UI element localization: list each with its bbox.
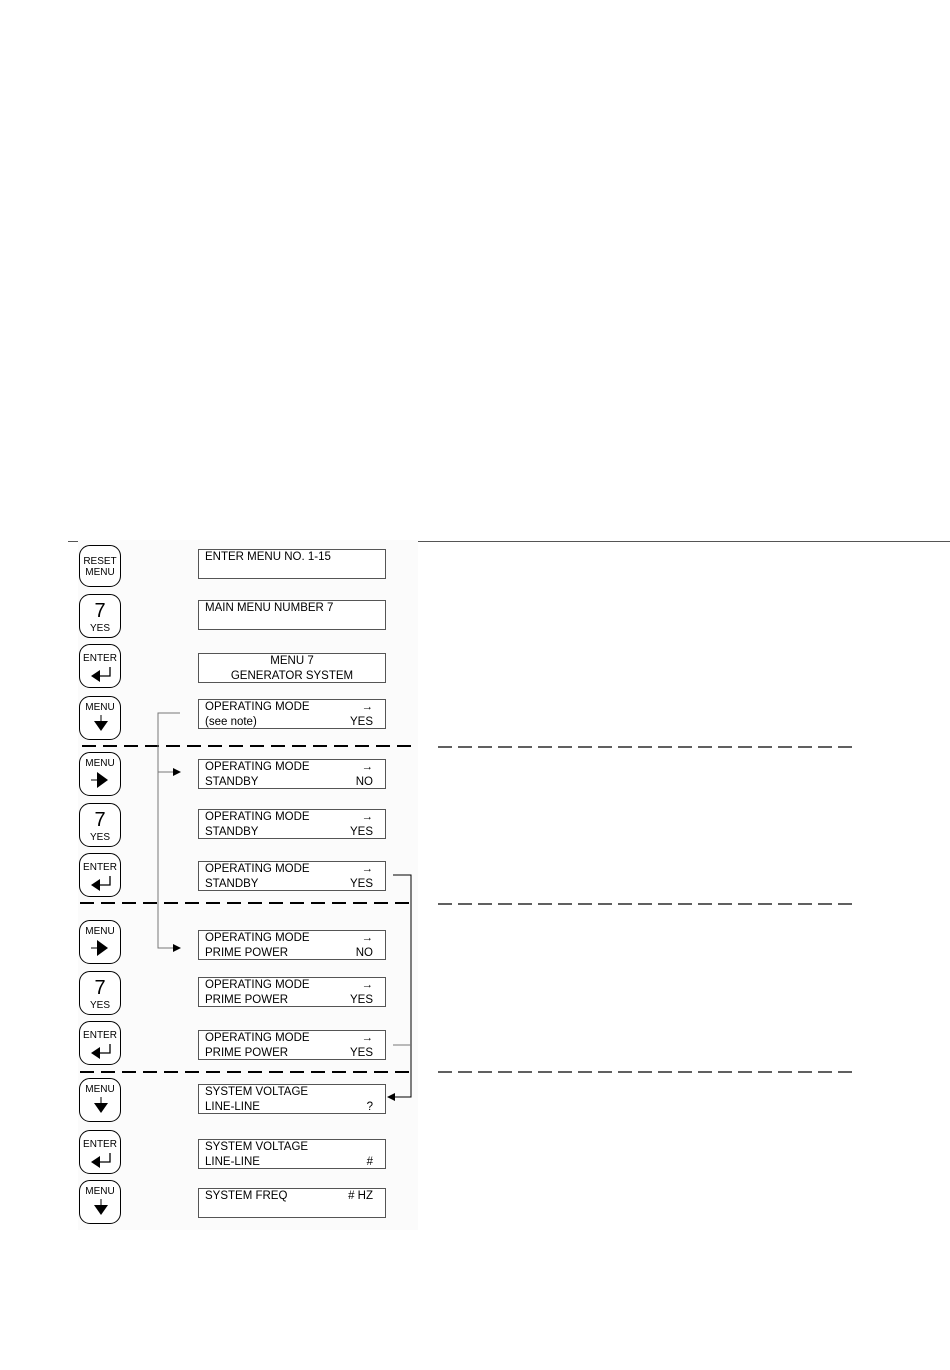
arrow-indicator: → bbox=[361, 863, 373, 875]
display-value: YES bbox=[349, 826, 373, 838]
menu-down-key[interactable] bbox=[79, 1180, 121, 1224]
enter-arrow-icon bbox=[80, 854, 122, 898]
display-value: YES bbox=[349, 716, 373, 728]
display-line-1: OPERATING MODE bbox=[205, 979, 310, 991]
display-line-2: LINE-LINE bbox=[205, 1156, 260, 1168]
arrow-indicator: → bbox=[361, 1032, 373, 1044]
key-label: YES bbox=[89, 832, 110, 843]
display-operating-mode-prime-entered bbox=[198, 1030, 386, 1060]
menu-down-key[interactable] bbox=[79, 1078, 121, 1122]
display-line-1: OPERATING MODE bbox=[205, 761, 310, 773]
display-value: YES bbox=[349, 1047, 373, 1059]
key-label: MENU bbox=[85, 1186, 115, 1197]
arrow-indicator: → bbox=[361, 932, 373, 944]
display-operating-mode-standby-no bbox=[198, 759, 386, 789]
display-value: YES bbox=[349, 994, 373, 1006]
display-value: # HZ bbox=[348, 1190, 373, 1202]
enter-key[interactable] bbox=[79, 1021, 121, 1065]
display-value: NO bbox=[355, 947, 373, 959]
display-line-1: OPERATING MODE bbox=[205, 811, 310, 823]
key-label: RESET bbox=[83, 556, 117, 567]
enter-arrow-icon bbox=[80, 645, 122, 689]
display-operating-mode-prime-no bbox=[198, 930, 386, 960]
display-line-1: OPERATING MODE bbox=[205, 701, 310, 713]
key-label: ENTER bbox=[83, 1139, 117, 1150]
enter-arrow-icon bbox=[80, 1131, 122, 1175]
menu-right-key[interactable] bbox=[79, 920, 121, 964]
enter-key[interactable] bbox=[79, 853, 121, 897]
display-line-1: MAIN MENU NUMBER 7 bbox=[205, 602, 334, 614]
branch-to-prime-power bbox=[158, 713, 180, 948]
enter-arrow-icon bbox=[80, 1022, 122, 1066]
display-operating-mode-standby-yes bbox=[198, 809, 386, 839]
return-to-system-voltage bbox=[388, 875, 411, 1097]
enter-key[interactable] bbox=[79, 644, 121, 688]
menu-right-key[interactable] bbox=[79, 752, 121, 796]
display-line-2: PRIME POWER bbox=[205, 1047, 289, 1059]
display-line-1: OPERATING MODE bbox=[205, 932, 310, 944]
display-menu-7-title bbox=[198, 653, 386, 683]
display-main-menu-number bbox=[198, 600, 386, 630]
key-label: ENTER bbox=[83, 1030, 117, 1041]
key-label: MENU bbox=[85, 926, 115, 937]
display-line-1: OPERATING MODE bbox=[205, 1032, 310, 1044]
display-line-2: LINE-LINE bbox=[205, 1101, 260, 1113]
key-label: MENU bbox=[85, 758, 115, 769]
key-label: ENTER bbox=[83, 653, 117, 664]
key-digit: 7 bbox=[94, 600, 106, 622]
display-line-1: SYSTEM VOLTAGE bbox=[205, 1141, 309, 1153]
display-line-1: ENTER MENU NO. 1-15 bbox=[205, 551, 331, 563]
arrow-indicator: → bbox=[361, 979, 373, 991]
display-line-1: OPERATING MODE bbox=[205, 863, 310, 875]
key-label: MENU bbox=[85, 567, 115, 578]
down-arrow-icon bbox=[80, 1181, 122, 1225]
arrow-indicator: → bbox=[361, 761, 373, 773]
display-operating-mode-standby-entered bbox=[198, 861, 386, 891]
display-value: ? bbox=[366, 1101, 373, 1113]
key-label: ENTER bbox=[83, 862, 117, 873]
key-digit: 7 bbox=[94, 977, 106, 999]
enter-key[interactable] bbox=[79, 1130, 121, 1174]
display-line-1: MENU 7 bbox=[270, 655, 314, 667]
display-line-1: SYSTEM VOLTAGE bbox=[205, 1086, 309, 1098]
key-label: YES bbox=[89, 1000, 110, 1011]
arrow-indicator: → bbox=[361, 701, 373, 713]
right-arrow-icon bbox=[80, 921, 122, 965]
menu-down-key[interactable] bbox=[79, 696, 121, 740]
display-value: # bbox=[366, 1156, 373, 1168]
seven-yes-key[interactable] bbox=[79, 594, 121, 638]
display-line-1: SYSTEM FREQ bbox=[205, 1190, 288, 1202]
display-system-voltage-value bbox=[198, 1139, 386, 1169]
display-value: YES bbox=[349, 878, 373, 890]
display-line-2: PRIME POWER bbox=[205, 947, 289, 959]
display-line-2: STANDBY bbox=[205, 826, 259, 838]
key-label: MENU bbox=[85, 702, 115, 713]
arrow-indicator: → bbox=[361, 811, 373, 823]
display-line-2: STANDBY bbox=[205, 878, 259, 890]
down-arrow-icon bbox=[80, 697, 122, 741]
seven-yes-key[interactable] bbox=[79, 803, 121, 847]
display-line-2: (see note) bbox=[205, 716, 257, 728]
display-line-2: GENERATOR SYSTEM bbox=[230, 670, 354, 682]
reset-menu-key[interactable] bbox=[79, 545, 121, 587]
display-enter-menu-no bbox=[198, 549, 386, 579]
display-system-freq bbox=[198, 1188, 386, 1218]
display-line-2: STANDBY bbox=[205, 776, 259, 788]
display-operating-mode-prime-yes bbox=[198, 977, 386, 1007]
key-digit: 7 bbox=[94, 809, 106, 831]
display-system-voltage-query bbox=[198, 1084, 386, 1114]
right-arrow-icon bbox=[80, 753, 122, 797]
display-value: NO bbox=[355, 776, 373, 788]
down-arrow-icon bbox=[80, 1079, 122, 1123]
display-line-2: PRIME POWER bbox=[205, 994, 289, 1006]
key-label: MENU bbox=[85, 1084, 115, 1095]
key-label: YES bbox=[89, 623, 110, 634]
display-operating-mode-see-note bbox=[198, 699, 386, 729]
seven-yes-key[interactable] bbox=[79, 971, 121, 1015]
